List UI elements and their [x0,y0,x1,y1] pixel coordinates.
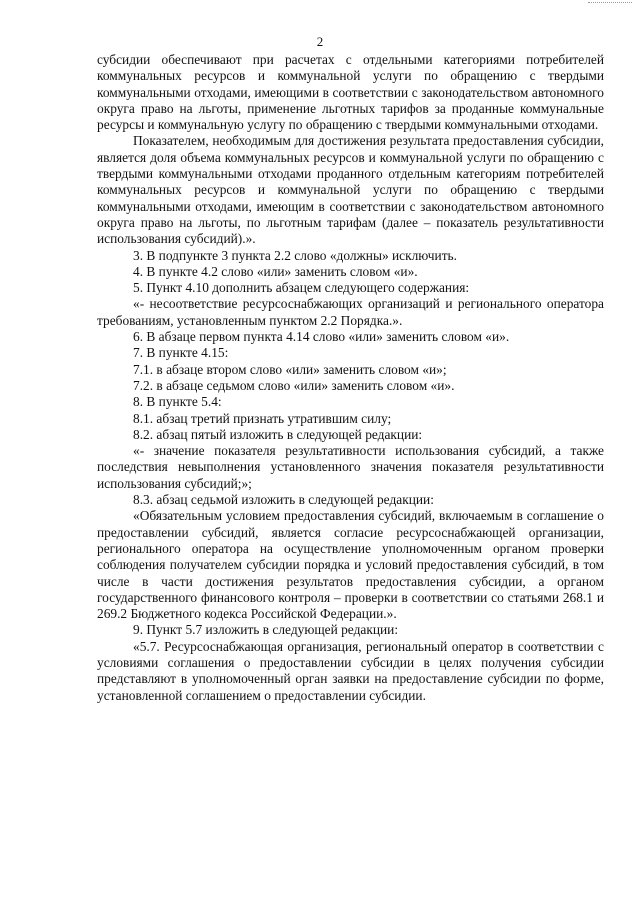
paragraph-14: «- значение показателя результативности использования субсидий, а также последствия невыполнения установленного значения показателя результативности использования субсидий;»; [97,443,604,491]
paragraph-3: 3. В подпункте 3 пункта 2.2 слово «должны» исключить. [133,247,458,263]
corner-scan-mark [588,2,632,4]
paragraph-15: 8.3. абзац седьмой изложить в следующей редакции: [133,492,434,508]
paragraph-13: 8.2. абзац пятый изложить в следующей редакции: [133,426,423,442]
paragraph-4: 4. В пункте 4.2 слово «или» заменить словом «и». [133,263,418,279]
paragraph-12: 8.1. абзац третий признать утратившим силу; [133,410,392,426]
paragraph-9: 7.1. в абзаце втором слово «или» заменить словом «и»; [133,361,447,377]
paragraph-8: 7. В пункте 4.15: [133,345,229,361]
paragraph-7: 6. В абзаце первом пункта 4.14 слово «или» заменить словом «и». [133,329,510,345]
page-number: 2 [316,34,324,49]
paragraph-16: «Обязательным условием предоставления субсидий, включаемым в соглашение о предоставлении субсидий, является согласие ресурсоснабжающей организации, регионального оператора на осуществление уполномоченным органом проверки соблюдения получателем субсидии порядка и условий предоставления субсидий, в том числе в части достижения результатов предоставления субсидии, а органом государственного финансового контроля – проверки в соответствии со статьями 268.1 и 269.2 Бюджетного кодекса Российской Федерации.». [97,508,604,622]
paragraph-18: «5.7. Ресурсоснабжающая организация, региональный оператор в соответствии с условиями соглашения о предоставлении субсидии в целях получения субсидии представляют в уполномоченный орган заявки на предоставление субсидии по форме, установленной соглашением о предоставлении субсидии. [97,638,604,703]
document-body [97,52,604,704]
paragraph-2: Показателем, необходимым для достижения результата предоставления субсидии, является доля объема коммунальных ресурсов и коммунальной услуги по обращению с твердыми коммунальными отходами проданного отдельным категориям потребителей коммунальных ресурсов и коммунальной услуги по обращению с твердыми коммунальными отходами, имеющим в соответствии с законодательством автономного округа право на льготы, по льготным тарифам (далее – показатель результативности использования субсидий).». [97,133,604,247]
paragraph-1: субсидии обеспечивают при расчетах с отдельными категориями потребителей коммунальных ресурсов и коммунальной услуги по обращению с твердыми коммунальными отходами, имеющими в соответствии с законодательством автономного округа право на льготы, применение льготных тарифов за проданные коммунальные ресурсы и коммунальную услугу по обращению с твердыми коммунальными отходами. [97,52,604,133]
paragraph-11: 8. В пункте 5.4: [133,394,222,410]
paragraph-5: 5. Пункт 4.10 дополнить абзацем следующего содержания: [133,280,470,296]
paragraph-6: «- несоответствие ресурсоснабжающих организаций и регионального оператора требованиям, установленным пунктом 2.2 Порядка.». [97,296,604,328]
paragraph-17: 9. Пункт 5.7 изложить в следующей редакции: [133,622,399,638]
paragraph-10: 7.2. в абзаце седьмом слово «или» заменить словом «и». [133,377,455,393]
